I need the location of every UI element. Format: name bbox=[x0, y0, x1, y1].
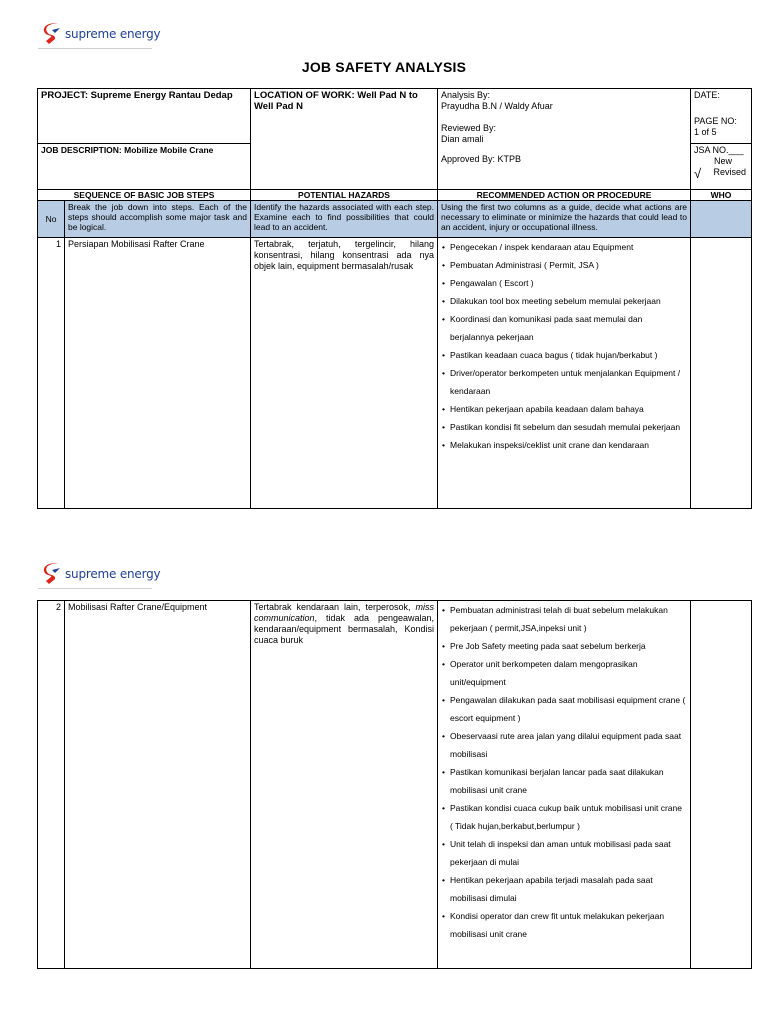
row-step: Mobilisasi Rafter Crane/Equipment bbox=[65, 601, 251, 969]
date-label: DATE: bbox=[694, 90, 720, 100]
action-item: • Unit telah di inspeksi dan aman untuk mobilisasi pada saat pekerjaan di mulai bbox=[441, 835, 687, 871]
column-header-hazards: POTENTIAL HAZARDS bbox=[251, 190, 438, 201]
project-cell: PROJECT: Supreme Energy Rantau Dedap bbox=[38, 89, 251, 144]
action-item: • Operator unit berkompeten dalam mengoprasikan unit/equipment bbox=[441, 655, 687, 691]
checkmark-icon: √ bbox=[694, 166, 702, 181]
supreme-energy-logo-icon bbox=[42, 562, 62, 586]
action-item: • Pengecekan / inspek kendaraan atau Equipment bbox=[441, 238, 687, 256]
logo-underline bbox=[38, 48, 152, 49]
guide-actions: Using the first two columns as a guide, decide what actions are necessary to eliminate or minimize the hazards that could lead to an accident, injury or occupational illness. bbox=[438, 201, 691, 238]
row-number: 2 bbox=[38, 601, 65, 969]
page-no-label: PAGE NO: bbox=[694, 116, 737, 126]
column-header-steps: SEQUENCE OF BASIC JOB STEPS bbox=[38, 190, 251, 201]
row-number: 1 bbox=[38, 238, 65, 509]
supreme-energy-logo-icon bbox=[42, 22, 62, 46]
company-logo-page-2 bbox=[42, 562, 160, 586]
page-no-value: 1 of 5 bbox=[694, 127, 717, 137]
hazard-text-italic: miss communication bbox=[254, 602, 434, 623]
action-item: • Pengawalan dilakukan pada saat mobilisasi equipment crane ( escort equipment ) bbox=[441, 691, 687, 727]
action-item: • Pre Job Safety meeting pada saat sebelum berkerja bbox=[441, 637, 687, 655]
company-logo bbox=[42, 22, 160, 46]
action-item: • Hentikan pekerjaan apabila keadaan dalam bahaya bbox=[441, 400, 687, 418]
jsa-no-cell bbox=[691, 144, 752, 190]
guide-no: No bbox=[38, 201, 65, 238]
guide-who bbox=[691, 201, 752, 238]
column-header-actions: RECOMMENDED ACTION OR PROCEDURE bbox=[438, 190, 691, 201]
jsa-no: JSA NO.___ bbox=[694, 145, 744, 155]
reviewed-by-value: Dian amali bbox=[441, 134, 484, 144]
action-item: • Kondisi operator dan crew fit untuk melakukan pekerjaan mobilisasi unit crane bbox=[441, 907, 687, 943]
jsa-table-page-1 bbox=[37, 88, 752, 509]
analysis-by-value: Prayudha B.N / Waldy Afuar bbox=[441, 101, 553, 111]
action-item: • Koordinasi dan komunikasi pada saat memulai dan berjalannya pekerjaan bbox=[441, 310, 687, 346]
table-row bbox=[38, 601, 752, 969]
row-who bbox=[691, 238, 752, 509]
new-label: New bbox=[714, 156, 733, 166]
revised-label: Revised bbox=[713, 167, 747, 177]
action-item: • Pastikan kondisi fit sebelum dan sesudah memulai pekerjaan bbox=[441, 418, 687, 436]
action-item: • Pastikan kondisi cuaca cukup baik untuk mobilisasi unit crane ( Tidak hujan,berkabut,berlumpur ) bbox=[441, 799, 687, 835]
action-item: • Obeservaasi rute area jalan yang dilalui equipment pada saat mobilisasi bbox=[441, 727, 687, 763]
row-step: Persiapan Mobilisasi Rafter Crane bbox=[65, 238, 251, 509]
jsa-table-page-2 bbox=[37, 600, 752, 969]
date-page-cell bbox=[691, 89, 752, 144]
logo-text: supreme energy bbox=[65, 567, 161, 581]
row-actions bbox=[438, 238, 691, 509]
action-item: • Melakukan inspeksi/ceklist unit crane dan kendaraan bbox=[441, 436, 687, 454]
guide-hazards: Identify the hazards associated with each step. Examine each to find possibilities that could lead to an accident. bbox=[251, 201, 438, 238]
row-actions bbox=[438, 601, 691, 969]
row-who bbox=[691, 601, 752, 969]
action-item: • Hentikan pekerjaan apabila terjadi masalah pada saat mobilisasi dimulai bbox=[441, 871, 687, 907]
page-title: JOB SAFETY ANALYSIS bbox=[301, 59, 467, 75]
action-item: • Dilakukan tool box meeting sebelum memulai pekerjaan bbox=[441, 292, 687, 310]
action-item: • Pembuatan administrasi telah di buat sebelum melakukan pekerjaan ( permit,JSA,inpeksi unit ) bbox=[441, 601, 687, 637]
analysis-cell bbox=[438, 89, 691, 190]
column-header-who: WHO bbox=[691, 190, 752, 201]
action-item: • Pastikan keadaan cuaca bagus ( tidak hujan/berkabut ) bbox=[441, 346, 687, 364]
guide-steps: Break the job down into steps. Each of the steps should accomplish some major task and be logical. bbox=[65, 201, 251, 238]
row-hazard bbox=[251, 601, 438, 969]
hazard-text-b: , tidak ada pengeawalan, kendaraan/equipment bermasalah, Kondisi cuaca buruk bbox=[254, 613, 434, 645]
action-item: • Pembuatan Administrasi ( Permit, JSA ) bbox=[441, 256, 687, 274]
action-item: • Pastikan komunikasi berjalan lancar pada saat dilakukan mobilisasi unit crane bbox=[441, 763, 687, 799]
action-item: • Pengawalan ( Escort ) bbox=[441, 274, 687, 292]
job-description-cell: JOB DESCRIPTION: Mobilize Mobile Crane bbox=[38, 144, 251, 190]
row-hazard: Tertabrak, terjatuh, tergelincir, hilang konsentrasi, hilang konsentrasi ada nya objek lain, equipment bermasalah/rusak bbox=[251, 238, 438, 509]
analysis-by-label: Analysis By: bbox=[441, 90, 491, 100]
logo-text: supreme energy bbox=[65, 27, 161, 41]
hazard-text-a: Tertabrak kendaraan lain, terperosok, bbox=[254, 602, 416, 612]
reviewed-by-label: Reviewed By: bbox=[441, 123, 497, 133]
logo-underline bbox=[38, 588, 152, 589]
table-row bbox=[38, 238, 752, 509]
approved-by: Approved By: KTPB bbox=[441, 154, 522, 164]
location-cell: LOCATION OF WORK: Well Pad N to Well Pad N bbox=[251, 89, 438, 190]
action-item: • Driver/operator berkompeten untuk menjalankan Equipment / kendaraan bbox=[441, 364, 687, 400]
